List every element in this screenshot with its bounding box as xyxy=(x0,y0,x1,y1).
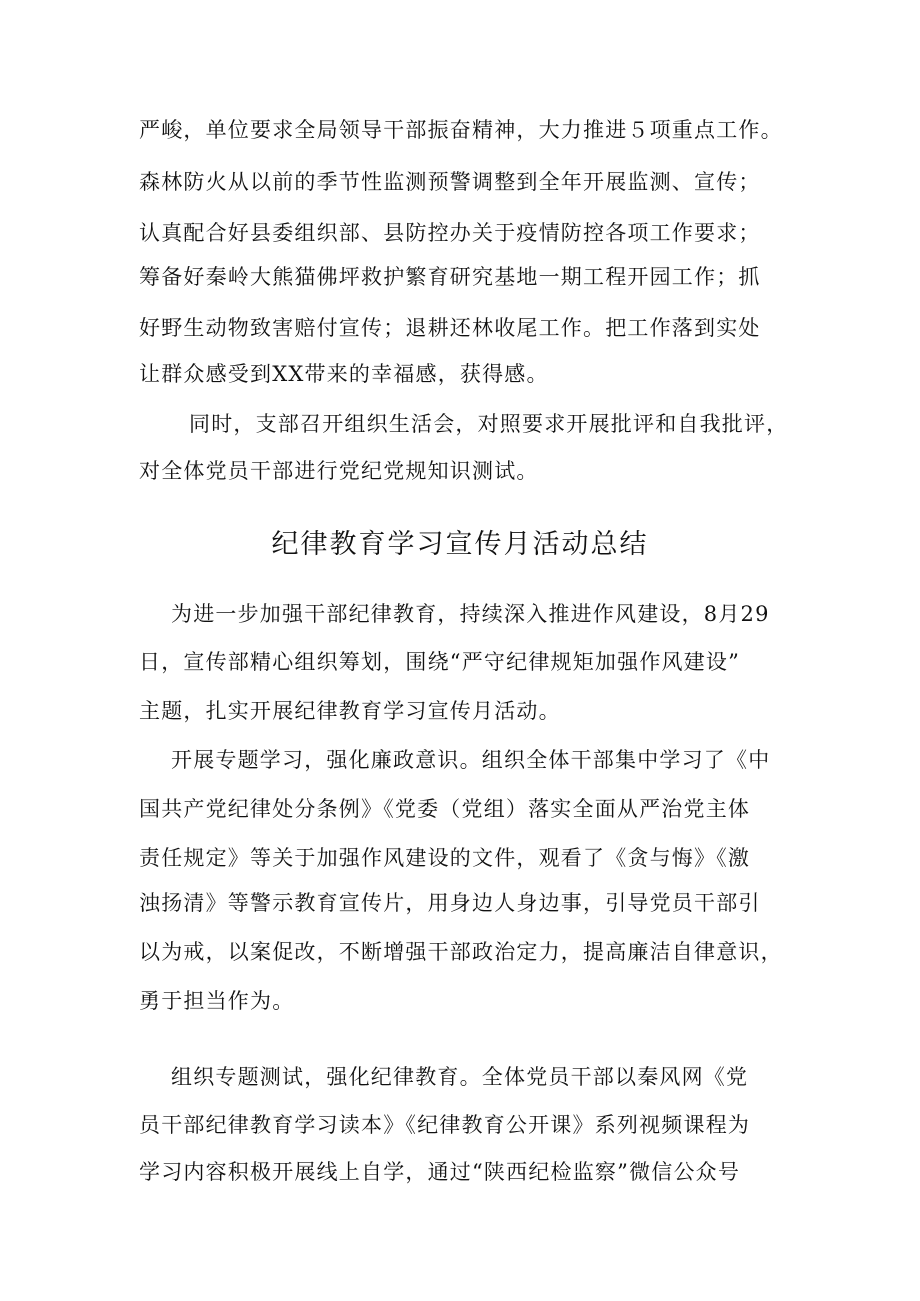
intro-para2-line-2: 对全体党员干部进行党纪党规知识测试。 xyxy=(139,459,539,483)
intro-line-5: 好野生动物致害赔付宣传；退耕还林收尾工作。把工作落到实处 xyxy=(139,316,761,340)
intro-line-2: 森林防火从以前的季节性监测预警调整到全年开展监测、宣传； xyxy=(139,170,761,194)
page-title: 纪律教育学习宣传月活动总结 xyxy=(271,529,649,560)
para2-line-1: 开展专题学习，强化廉政意识。组织全体干部集中学习了《中 xyxy=(171,748,771,772)
para1-line-3: 主题，扎实开展纪律教育学习宣传月活动。 xyxy=(139,699,561,723)
para2-line-4: 浊扬清》等警示教育宣传片，用身边人身边事，引导党员干部引 xyxy=(139,891,761,915)
para3-line-2: 员干部纪律教育学习读本》《纪律教育公开课》系列视频课程为 xyxy=(139,1113,751,1137)
para2-line-6: 勇于担当作为。 xyxy=(139,989,295,1013)
intro-line-6: 让群众感受到XX带来的幸福感，获得感。 xyxy=(139,362,549,386)
para1-line-1: 为进一步加强干部纪律教育，持续深入推进作风建设，8月29 xyxy=(171,602,770,626)
para3-line-3: 学习内容积极开展线上自学，通过“陕西纪检监察”微信公众号 xyxy=(139,1160,741,1184)
para2-line-3: 责任规定》等关于加强作风建设的文件，观看了《贪与悔》《激 xyxy=(139,846,751,870)
para2-line-5: 以为戒，以案促改，不断增强干部政治定力，提高廉洁自律意识， xyxy=(139,940,783,964)
intro-line-1: 严峻，单位要求全局领导干部振奋精神，大力推进５项重点工作。 xyxy=(139,118,783,142)
intro-para2-line-1: 同时，支部召开组织生活会，对照要求开展批评和自我批评， xyxy=(189,412,789,436)
intro-line-3: 认真配合好县委组织部、县防控办关于疫情防控各项工作要求； xyxy=(139,221,761,245)
intro-line-4: 筹备好秦岭大熊猫佛坪救护繁育研究基地一期工程开园工作；抓 xyxy=(139,265,761,289)
para1-line-2: 日，宣传部精心组织筹划，围绕“严守纪律规矩加强作风建设” xyxy=(139,650,741,674)
para2-line-2: 国共产党纪律处分条例》《党委（党组）落实全面从严治党主体 xyxy=(139,797,751,821)
para3-line-1: 组织专题测试，强化纪律教育。全体党员干部以秦风网《党 xyxy=(171,1065,749,1089)
